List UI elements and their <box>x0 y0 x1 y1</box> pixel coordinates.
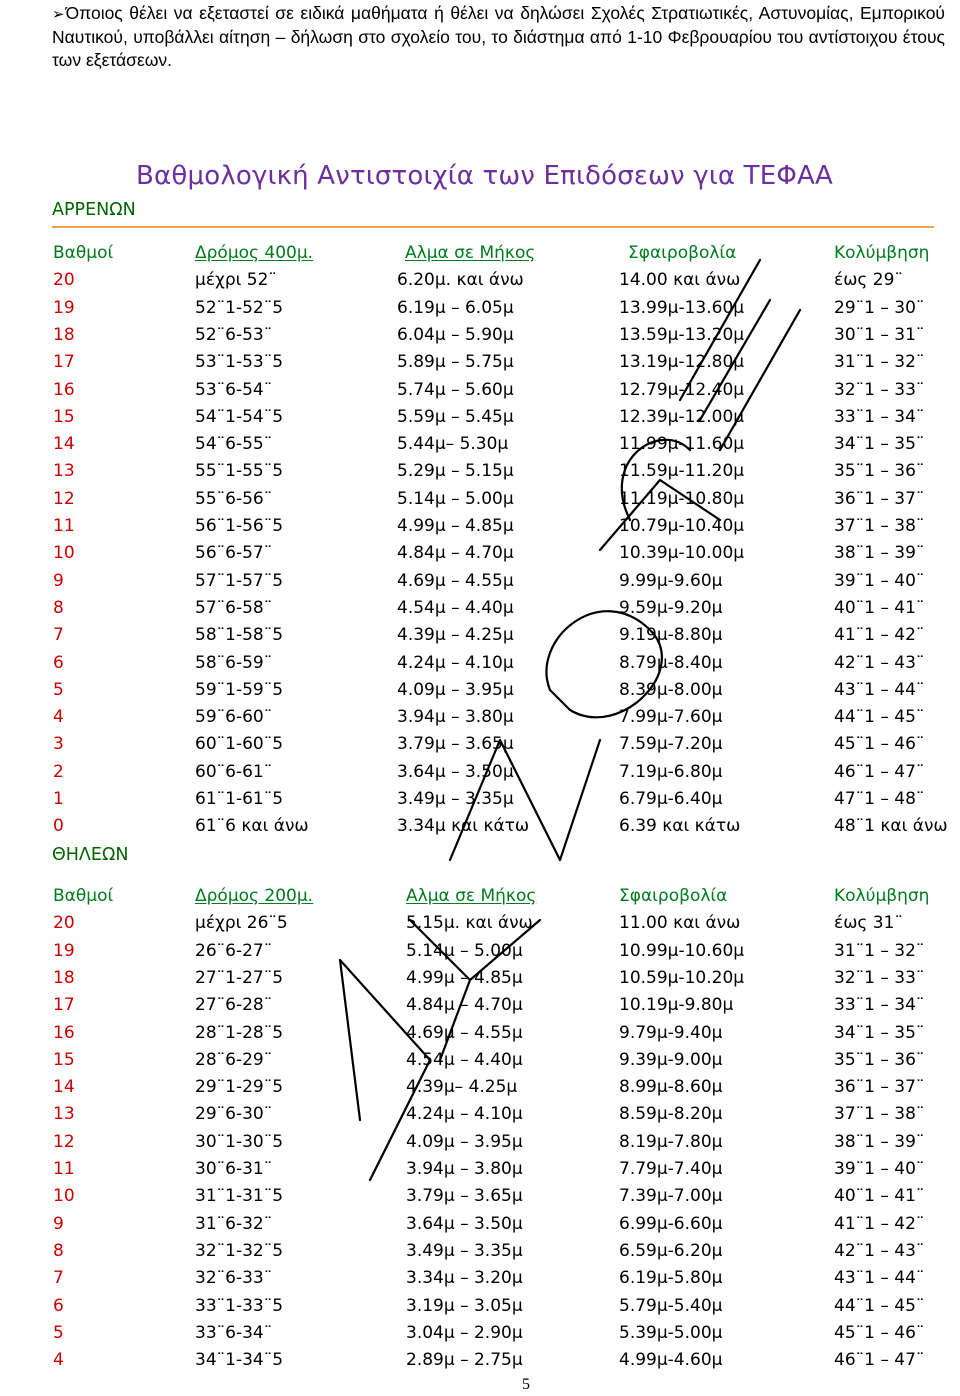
grade-cell: 11 <box>53 1159 75 1179</box>
swimming-cell: 36¨1 – 37¨ <box>834 488 925 509</box>
grade-cell: 13 <box>53 1104 75 1125</box>
swimming-cell: 44¨1 – 45¨ <box>834 1295 925 1316</box>
long-jump-cell: 5.14μ – 5.00μ <box>397 488 514 509</box>
title-divider <box>52 226 934 228</box>
shot-put-cell: 9.79μ-9.40μ <box>619 1022 723 1043</box>
grade-cell: 18 <box>53 324 75 345</box>
long-jump-cell: 4.84μ – 4.70μ <box>397 543 514 564</box>
event-1-cell: 57¨1-57¨5 <box>195 570 284 591</box>
shot-put-cell: 6.19μ-5.80μ <box>619 1268 723 1289</box>
grade-cell: 10 <box>53 1186 75 1207</box>
event-1-cell: 29¨6-30¨ <box>195 1104 273 1125</box>
swimming-cell: 40¨1 – 41¨ <box>834 1186 925 1207</box>
shot-put-cell: 10.19μ-9.80μ <box>619 995 734 1016</box>
swimming-cell: 35¨1 – 36¨ <box>834 1049 925 1070</box>
event-1-cell: 61¨1-61¨5 <box>195 789 284 809</box>
grade-cell: 10 <box>53 543 75 564</box>
shot-put-cell: 5.39μ-5.00μ <box>619 1322 723 1343</box>
long-jump-cell: 5.44μ– 5.30μ <box>397 434 509 455</box>
column-header: Κολύμβηση <box>834 886 930 906</box>
shot-put-cell: 4.99μ-4.60μ <box>619 1350 723 1371</box>
grade-cell: 5 <box>53 679 64 700</box>
long-jump-cell: 2.89μ – 2.75μ <box>406 1350 523 1371</box>
shot-put-cell: 11.99μ-11.60μ <box>619 434 745 455</box>
event-1-cell: 55¨6-56¨ <box>195 488 273 509</box>
grade-cell: 7 <box>53 1268 64 1289</box>
long-jump-cell: 4.69μ – 4.55μ <box>406 1022 523 1043</box>
grade-cell: 8 <box>53 1240 64 1261</box>
grade-cell: 12 <box>53 488 75 509</box>
long-jump-cell: 4.09μ – 3.95μ <box>397 679 514 700</box>
long-jump-cell: 4.54μ – 4.40μ <box>406 1049 523 1070</box>
swimming-cell: 47¨1 – 48¨ <box>834 789 925 809</box>
grade-cell: 15 <box>53 406 75 427</box>
column-header: Αλμα σε Μήκος <box>405 243 536 263</box>
long-jump-cell: 6.04μ – 5.90μ <box>397 324 514 345</box>
grade-cell: 17 <box>53 352 75 373</box>
swimming-cell: 40¨1 – 41¨ <box>834 597 925 618</box>
event-1-cell: 54¨6-55¨ <box>195 434 273 455</box>
event-1-cell: 31¨1-31¨5 <box>195 1186 284 1207</box>
long-jump-cell: 3.34μ – 3.20μ <box>406 1268 523 1289</box>
page-title: Βαθμολογική Αντιστοιχία των Επιδόσεων για ΤΕΦΑΑ <box>136 161 834 191</box>
grade-cell: 9 <box>53 1213 64 1234</box>
swimming-cell: 33¨1 – 34¨ <box>834 406 925 427</box>
swimming-cell: 29¨1 – 30¨ <box>834 297 925 318</box>
event-1-cell: μέχρι 52¨ <box>195 270 277 291</box>
column-header: Σφαιροβολία <box>628 243 737 263</box>
shot-put-cell: 10.59μ-10.20μ <box>619 967 745 988</box>
event-1-cell: 54¨1-54¨5 <box>195 406 284 427</box>
shot-put-cell: 6.99μ-6.60μ <box>619 1213 723 1234</box>
long-jump-cell: 3.64μ – 3.50μ <box>397 761 514 782</box>
swimming-cell: 31¨1 – 32¨ <box>834 940 925 961</box>
swimming-cell: έως 31¨ <box>834 913 903 934</box>
swimming-cell: 45¨1 – 46¨ <box>834 1322 925 1343</box>
long-jump-cell: 6.20μ. και άνω <box>397 270 524 291</box>
event-1-cell: 55¨1-55¨5 <box>195 461 284 482</box>
grade-cell: 20 <box>53 270 75 291</box>
swimming-cell: 42¨1 – 43¨ <box>834 652 925 673</box>
shot-put-cell: 7.99μ-7.60μ <box>619 707 723 728</box>
grade-cell: 8 <box>53 597 64 618</box>
swimming-cell: 48¨1 και άνω <box>834 816 948 837</box>
grade-cell: 13 <box>53 461 75 482</box>
female-section-label: ΘΗΛΕΩΝ <box>52 845 129 865</box>
shot-put-cell: 7.19μ-6.80μ <box>619 761 723 782</box>
event-1-cell: 58¨1-58¨5 <box>195 625 284 646</box>
shot-put-cell: 14.00 και άνω <box>619 270 741 291</box>
long-jump-cell: 5.59μ – 5.45μ <box>397 406 514 427</box>
long-jump-cell: 4.39μ– 4.25μ <box>406 1077 518 1098</box>
long-jump-cell: 4.24μ – 4.10μ <box>397 652 514 673</box>
column-header: Σφαιροβολία <box>619 886 728 906</box>
shot-put-cell: 10.79μ-10.40μ <box>619 516 745 536</box>
event-1-cell: 30¨6-31¨ <box>195 1159 273 1179</box>
event-1-cell: 33¨6-34¨ <box>195 1322 273 1343</box>
shot-put-cell: 7.79μ-7.40μ <box>619 1159 723 1179</box>
shot-put-cell: 6.79μ-6.40μ <box>619 789 723 809</box>
event-1-cell: 32¨6-33¨ <box>195 1268 273 1289</box>
long-jump-cell: 3.79μ – 3.65μ <box>406 1186 523 1207</box>
page-number: 5 <box>522 1376 530 1393</box>
long-jump-cell: 5.15μ. και άνω <box>406 913 533 934</box>
swimming-cell: έως 29¨ <box>834 270 903 291</box>
swimming-cell: 33¨1 – 34¨ <box>834 995 925 1016</box>
shot-put-cell: 13.19μ-12.80μ <box>619 352 745 373</box>
shot-put-cell: 11.00 και άνω <box>619 913 741 934</box>
swimming-cell: 34¨1 – 35¨ <box>834 1022 925 1043</box>
grade-cell: 20 <box>53 913 75 934</box>
event-1-cell: 52¨6-53¨ <box>195 324 273 345</box>
grade-cell: 14 <box>53 1077 75 1098</box>
event-1-cell: 34¨1-34¨5 <box>195 1350 284 1371</box>
grade-cell: 5 <box>53 1322 64 1343</box>
long-jump-cell: 4.39μ – 4.25μ <box>397 625 514 646</box>
grade-cell: 11 <box>53 516 75 536</box>
swimming-cell: 37¨1 – 38¨ <box>834 1104 925 1125</box>
swimming-cell: 41¨1 – 42¨ <box>834 1213 925 1234</box>
shot-put-cell: 8.19μ-7.80μ <box>619 1131 723 1152</box>
shot-put-cell: 9.19μ-8.80μ <box>619 625 723 646</box>
long-jump-cell: 5.89μ – 5.75μ <box>397 352 514 373</box>
bullet-arrow-icon: ➢ <box>52 5 65 23</box>
event-1-cell: 56¨6-57¨ <box>195 543 273 564</box>
long-jump-cell: 4.84μ – 4.70μ <box>406 995 523 1016</box>
grade-cell: 17 <box>53 995 75 1016</box>
shot-put-cell: 8.79μ-8.40μ <box>619 652 723 673</box>
male-section-label: ΑΡΡΕΝΩΝ <box>52 200 136 220</box>
grade-cell: 16 <box>53 379 75 400</box>
event-1-cell: μέχρι 26¨5 <box>195 913 288 934</box>
event-1-cell: 60¨6-61¨ <box>195 761 273 782</box>
shot-put-cell: 9.99μ-9.60μ <box>619 570 723 591</box>
column-header: Βαθμοί <box>53 243 114 263</box>
shot-put-cell: 10.39μ-10.00μ <box>619 543 745 564</box>
swimming-cell: 46¨1 – 47¨ <box>834 1350 925 1371</box>
swimming-cell: 38¨1 – 39¨ <box>834 543 925 564</box>
event-1-cell: 60¨1-60¨5 <box>195 734 284 755</box>
grade-cell: 0 <box>53 816 64 837</box>
grade-cell: 6 <box>53 1295 64 1316</box>
event-1-cell: 52¨1-52¨5 <box>195 297 284 318</box>
long-jump-cell: 3.79μ – 3.65μ <box>397 734 514 755</box>
event-1-cell: 58¨6-59¨ <box>195 652 273 673</box>
long-jump-cell: 5.14μ – 5.00μ <box>406 940 523 961</box>
long-jump-cell: 3.94μ – 3.80μ <box>397 707 514 728</box>
swimming-cell: 36¨1 – 37¨ <box>834 1077 925 1098</box>
long-jump-cell: 3.04μ – 2.90μ <box>406 1322 523 1343</box>
intro-text: Όποιος θέλει να εξεταστεί σε ειδικά μαθήματα ή θέλει να δηλώσει Σχολές Στρατιωτικές, Αστυνομίας, Εμπορικού Ναυτικού, υποβάλλει αίτηση – δήλωση στο σχολείο του, το διάστημα από 1-10 Φεβρουαρίου του αντίστοιχου έτους των εξετάσεων. <box>52 3 945 70</box>
event-1-cell: 33¨1-33¨5 <box>195 1295 284 1316</box>
event-1-cell: 27¨1-27¨5 <box>195 967 284 988</box>
column-header: Βαθμοί <box>53 886 114 906</box>
swimming-cell: 31¨1 – 32¨ <box>834 352 925 373</box>
grade-cell: 2 <box>53 761 64 782</box>
shot-put-cell: 11.19μ-10.80μ <box>619 488 745 509</box>
swimming-cell: 30¨1 – 31¨ <box>834 324 925 345</box>
swimming-cell: 35¨1 – 36¨ <box>834 461 925 482</box>
grade-cell: 6 <box>53 652 64 673</box>
event-1-cell: 59¨6-60¨ <box>195 707 273 728</box>
shot-put-cell: 9.39μ-9.00μ <box>619 1049 723 1070</box>
long-jump-cell: 4.99μ – 4.85μ <box>397 516 514 536</box>
swimming-cell: 32¨1 – 33¨ <box>834 967 925 988</box>
grade-cell: 9 <box>53 570 64 591</box>
swimming-cell: 43¨1 – 44¨ <box>834 1268 925 1289</box>
event-1-cell: 27¨6-28¨ <box>195 995 273 1016</box>
event-1-cell: 61¨6 και άνω <box>195 816 309 837</box>
column-header: Δρόμος 400μ. <box>195 243 314 263</box>
event-1-cell: 32¨1-32¨5 <box>195 1240 284 1261</box>
shot-put-cell: 8.39μ-8.00μ <box>619 679 723 700</box>
event-1-cell: 28¨1-28¨5 <box>195 1022 284 1043</box>
shot-put-cell: 6.39 και κάτω <box>619 816 741 837</box>
shot-put-cell: 11.59μ-11.20μ <box>619 461 745 482</box>
event-1-cell: 28¨6-29¨ <box>195 1049 273 1070</box>
event-1-cell: 59¨1-59¨5 <box>195 679 284 700</box>
swimming-cell: 32¨1 – 33¨ <box>834 379 925 400</box>
grade-cell: 18 <box>53 967 75 988</box>
grade-cell: 19 <box>53 297 75 318</box>
event-1-cell: 56¨1-56¨5 <box>195 516 284 536</box>
intro-paragraph <box>52 2 945 72</box>
event-1-cell: 29¨1-29¨5 <box>195 1077 284 1098</box>
grade-cell: 1 <box>53 789 64 809</box>
swimming-cell: 39¨1 – 40¨ <box>834 1159 925 1179</box>
shot-put-cell: 12.39μ-12.00μ <box>619 406 745 427</box>
long-jump-cell: 5.74μ – 5.60μ <box>397 379 514 400</box>
column-header: Αλμα σε Μήκος <box>406 886 537 906</box>
shot-put-cell: 7.59μ-7.20μ <box>619 734 723 755</box>
long-jump-cell: 3.34μ και κάτω <box>397 816 530 837</box>
shot-put-cell: 12.79μ-12.40μ <box>619 379 745 400</box>
event-1-cell: 30¨1-30¨5 <box>195 1131 284 1152</box>
grade-cell: 4 <box>53 707 64 728</box>
grade-cell: 7 <box>53 625 64 646</box>
swimming-cell: 43¨1 – 44¨ <box>834 679 925 700</box>
grade-cell: 14 <box>53 434 75 455</box>
swimming-cell: 37¨1 – 38¨ <box>834 516 925 536</box>
shot-put-cell: 6.59μ-6.20μ <box>619 1240 723 1261</box>
swimming-cell: 42¨1 – 43¨ <box>834 1240 925 1261</box>
long-jump-cell: 4.09μ – 3.95μ <box>406 1131 523 1152</box>
shot-put-cell: 7.39μ-7.00μ <box>619 1186 723 1207</box>
swimming-cell: 44¨1 – 45¨ <box>834 707 925 728</box>
event-1-cell: 53¨1-53¨5 <box>195 352 284 373</box>
long-jump-cell: 4.24μ – 4.10μ <box>406 1104 523 1125</box>
swimming-cell: 45¨1 – 46¨ <box>834 734 925 755</box>
column-header: Δρόμος 200μ. <box>195 886 314 906</box>
shot-put-cell: 13.99μ-13.60μ <box>619 297 745 318</box>
event-1-cell: 31¨6-32¨ <box>195 1213 273 1234</box>
shot-put-cell: 9.59μ-9.20μ <box>619 597 723 618</box>
long-jump-cell: 6.19μ – 6.05μ <box>397 297 514 318</box>
grade-cell: 3 <box>53 734 64 755</box>
long-jump-cell: 3.49μ – 3.35μ <box>406 1240 523 1261</box>
long-jump-cell: 4.99μ – 4.85μ <box>406 967 523 988</box>
grade-cell: 15 <box>53 1049 75 1070</box>
long-jump-cell: 4.69μ – 4.55μ <box>397 570 514 591</box>
long-jump-cell: 4.54μ – 4.40μ <box>397 597 514 618</box>
event-1-cell: 53¨6-54¨ <box>195 379 273 400</box>
long-jump-cell: 3.19μ – 3.05μ <box>406 1295 523 1316</box>
swimming-cell: 38¨1 – 39¨ <box>834 1131 925 1152</box>
column-header: Κολύμβηση <box>834 243 930 263</box>
shot-put-cell: 13.59μ-13.20μ <box>619 324 745 345</box>
grade-cell: 16 <box>53 1022 75 1043</box>
long-jump-cell: 3.49μ – 3.35μ <box>397 789 514 809</box>
event-1-cell: 57¨6-58¨ <box>195 597 273 618</box>
shot-put-cell: 8.59μ-8.20μ <box>619 1104 723 1125</box>
grade-cell: 19 <box>53 940 75 961</box>
swimming-cell: 46¨1 – 47¨ <box>834 761 925 782</box>
long-jump-cell: 3.64μ – 3.50μ <box>406 1213 523 1234</box>
swimming-cell: 34¨1 – 35¨ <box>834 434 925 455</box>
shot-put-cell: 8.99μ-8.60μ <box>619 1077 723 1098</box>
grade-cell: 4 <box>53 1350 64 1371</box>
long-jump-cell: 5.29μ – 5.15μ <box>397 461 514 482</box>
event-1-cell: 26¨6-27¨ <box>195 940 273 961</box>
swimming-cell: 41¨1 – 42¨ <box>834 625 925 646</box>
shot-put-cell: 10.99μ-10.60μ <box>619 940 745 961</box>
grade-cell: 12 <box>53 1131 75 1152</box>
shot-put-cell: 5.79μ-5.40μ <box>619 1295 723 1316</box>
long-jump-cell: 3.94μ – 3.80μ <box>406 1159 523 1179</box>
swimming-cell: 39¨1 – 40¨ <box>834 570 925 591</box>
